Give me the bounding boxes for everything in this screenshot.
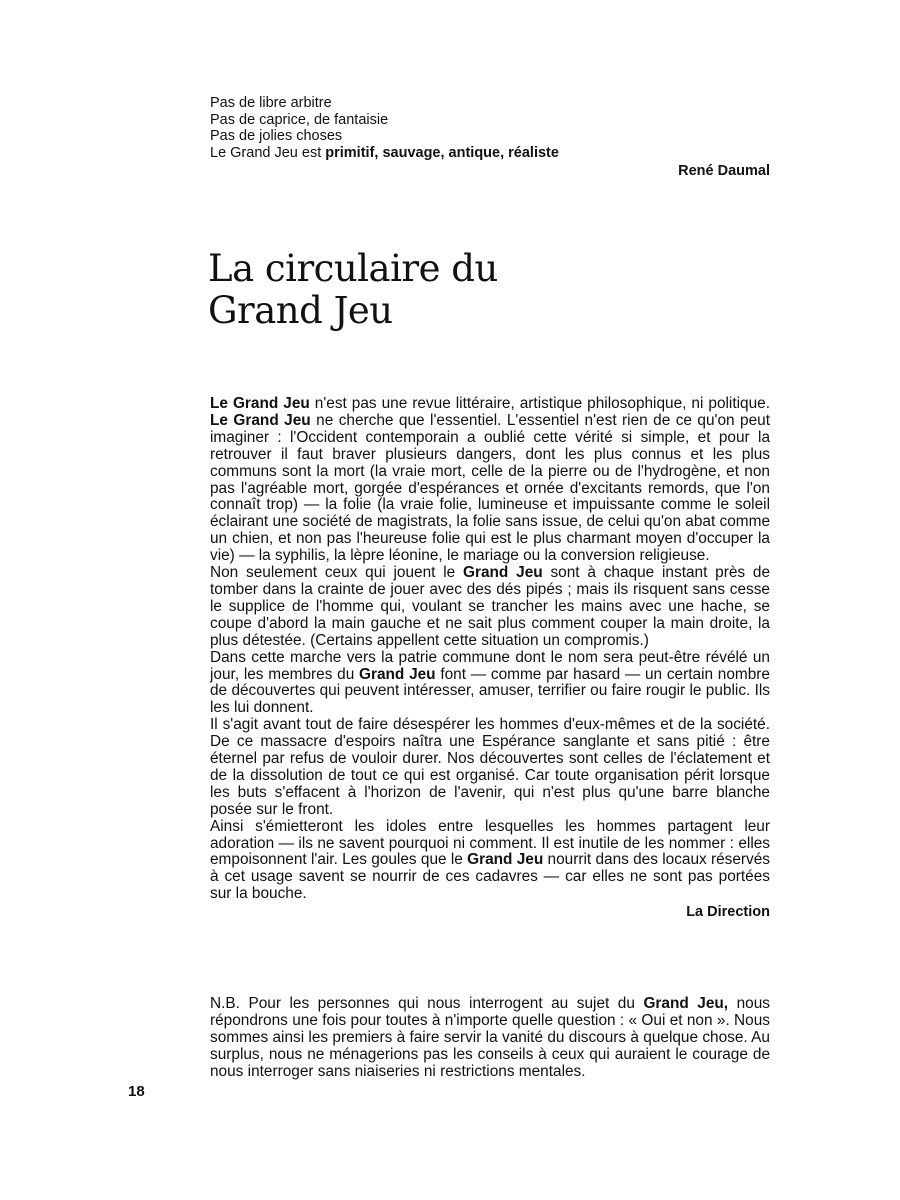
paragraph-text: font — comme par hasard — un certain nombre de découvertes qui peuvent intéresser, amuser, terrifier ou faire rougir le public. Ils les lui donnent. (210, 665, 770, 717)
paragraph-text: sont à chaque instant près de tomber dans la crainte de jouer avec des dés pipés ; mais ils risquent sans cesse le supplice de l'homme qui, voulant se trancher les mains avec une hache, se coupe d'abord la main gauche et ne sait plus comment couper la main droite, la plus détestée. (Certains appellent cette situation un compromis.) (210, 564, 771, 649)
bold-grand-jeu: Le Grand Jeu (210, 411, 311, 429)
bold-grand-jeu: Le Grand Jeu (210, 395, 310, 412)
note-text: N.B. Pour les personnes qui nous interrogent au sujet du (210, 995, 644, 1012)
paragraph-1 (210, 396, 770, 565)
paragraph-text: n'est pas une revue littéraire, artistique philosophique, ni politique. (309, 395, 770, 412)
article-body (210, 396, 770, 921)
bold-grand-jeu: Grand Jeu (359, 665, 436, 683)
epigraph-last-line (210, 145, 770, 162)
epigraph-last-line-bold: primitif, sauvage, antique, réaliste (325, 144, 559, 161)
article-title-line-2: Grand Jeu (208, 289, 393, 332)
article-title-line-1: La circulaire du (208, 247, 498, 290)
nb-note (210, 996, 770, 1081)
epigraph (210, 95, 770, 180)
paragraph-text: ne cherche que l'essentiel. L'essentiel n'est rien de ce qu'on peut imaginer : l'Occident contemporain a oublié cette vérité si simple, et pour la retrouver il faut braver plusieurs dangers, dont les plus connus et les plus communs sont la mort (la vraie mort, celle de la pierre ou de l'hydrogène, et non pas l'agréable mort, gorgée d'espérances et ornée d'excitants remords, que l'on connaît trop) — la folie (la vraie folie, lumineuse et impuissante comme le soleil éclairant une société de magistrats, la folie sans issue, de celui qu'on abat comme un chien, et non pas l'heureuse folie qui est le plus charmant moyen d'occuper la vie) — la syphilis, la lèpre léonine, le mariage ou la conversion religieuse. (210, 411, 770, 565)
paragraph-text: Ainsi s'émietteront les idoles entre lesquelles les hommes partagent leur adoration — ils ne savent pourquoi ni comment. Il est inutile de les nommer : elles empoisonnent l'air. Les goules que le (210, 817, 770, 869)
paragraph-2 (210, 565, 770, 650)
epigraph-line: Pas de libre arbitre (210, 95, 332, 111)
note-text: nous répondrons une fois pour toutes à n'importe quelle question : « Oui et non ». Nous sommes ainsi les premiers à faire servir la vanité du discours à quelque chose. Au surplus, nous ne ménagerions pas les conseils à ceux qui auraient le courage de nous interroger sans niaiseries ni restrictions mentales. (210, 995, 770, 1080)
paragraph-3 (210, 650, 770, 718)
epigraph-line: Pas de jolies choses (210, 128, 343, 144)
bold-grand-jeu: Grand Jeu (463, 564, 543, 582)
bold-grand-jeu: Grand Jeu, (643, 995, 729, 1012)
paragraph-text: Non seulement ceux qui jouent le (210, 564, 464, 582)
paragraph-5 (210, 819, 770, 904)
article-title (208, 248, 768, 332)
article-signature: La Direction (686, 904, 770, 921)
paragraph-text: nourrit dans des locaux réservés à cet usage savent se nourrir de ces cadavres — car elles ne sont pas portées sur la bouche. (210, 851, 771, 903)
page-number: 18 (128, 1083, 145, 1100)
epigraph-author: René Daumal (678, 163, 770, 179)
epigraph-last-line-plain: Le Grand Jeu est (210, 144, 326, 161)
epigraph-line: Pas de caprice, de fantaisie (210, 111, 389, 128)
paragraph-text: Dans cette marche vers la patrie commune dont le nom sera peut-être révélé un jour, les membres du (210, 648, 770, 683)
paragraph-4: Il s'agit avant tout de faire désespérer les hommes d'eux-mêmes et de la société. De ce massacre d'espoirs naîtra une Espérance sanglante et sans pitié : être éternel par refus de vouloir durer. Nos découvertes sont celles de l'éclatement et de la dissolution de tout ce qui est organisé. Car toute organisation périt lorsque les buts s'effacent à l'horizon de l'avenir, qui n'est plus qu'une barre blanche posée sur le front. (210, 716, 770, 818)
bold-grand-jeu: Grand Jeu (467, 851, 544, 869)
